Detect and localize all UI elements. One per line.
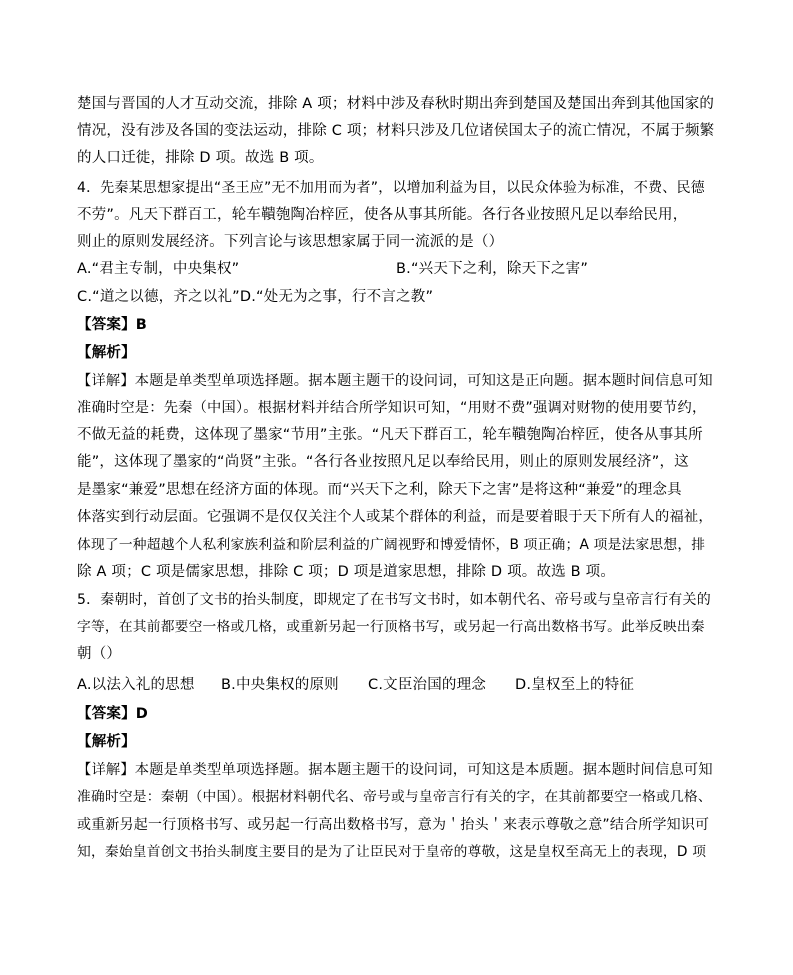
prev-explanation-line-2: 情况，没有涉及各国的变法运动，排除 C 项；材料只涉及几位诸侯国太子的流亡情况，不属于频繁 xyxy=(77,123,715,139)
q5-detail-line-2: 准确时空是：秦朝（中国）。根据材料朝代名、帝号或与皇帝言行有关的字，在其前都要空一格或几格、 xyxy=(77,789,712,805)
q5-option-a: A.以法入礼的思想 xyxy=(77,677,195,693)
q5-stem-line-3: 朝（） xyxy=(77,646,122,662)
q4-stem-line-3: 则止的原则发展经济。下列言论与该思想家属于同一流派的是（） xyxy=(77,234,504,250)
q5-answer: 【答案】D xyxy=(77,706,149,722)
q4-detail-line-7: 体现了一种超越个人私利家族利益和阶层利益的广阔视野和博爱情怀，B 项正确；A 项是法家思想，排 xyxy=(77,537,706,553)
prev-explanation-line-1: 楚国与晋国的人才互动交流，排除 A 项；材料中涉及春秋时期出奔到楚国及楚国出奔到其他国家的 xyxy=(77,96,715,112)
q4-option-c-d: C.“道之以德，齐之以礼”D.“处无为之事，行不言之教” xyxy=(77,289,434,305)
q5-detail-line-3: 或重新另起一行顶格书写、或另起一行高出数格书写，意为＇抬头＇来表示尊敬之意”结合所学知识可 xyxy=(77,817,710,833)
q4-answer: 【答案】B xyxy=(77,317,148,333)
q4-option-b: B.“兴天下之利，除天下之害” xyxy=(396,261,589,277)
q4-detail-line-5: 是墨家“兼爱”思想在经济方面的体现。而“兴天下之利，除天下之害”是将这种“兼爱”的理念具 xyxy=(77,482,682,498)
q5-option-b: B.中央集权的原则 xyxy=(221,677,339,693)
q4-stem-line-1: 4．先秦某思想家提出“圣王应”无不加用而为者”，以增加利益为目，以民众体验为标准，不费、民德 xyxy=(77,180,705,196)
q4-detail-line-3: 不做无益的耗费，这体现了墨家“节用”主张。“凡天下群百工，轮车鞼匏陶冶梓匠，使各从事其所 xyxy=(77,427,703,443)
q4-detail-line-6: 体落实到行动层面。它强调不是仅仅关注个人或某个群体的利益，而是要着眼于天下所有人的福祉， xyxy=(77,509,713,525)
q4-detail-line-2: 准确时空是：先秦（中国）。根据材料并结合所学知识可知，“用财不费”强调对财物的使用要节约， xyxy=(77,400,707,416)
q4-option-a: A.“君主专制，中央集权” xyxy=(77,261,240,277)
q5-analysis-label: 【解析】 xyxy=(77,734,136,750)
q4-detail-line-8: 除 A 项；C 项是儒家思想，排除 C 项；D 项是道家思想，排除 D 项。故选 B 项。 xyxy=(77,564,616,580)
q5-stem-line-1: 5．秦朝时，首创了文书的抬头制度，即规定了在书写文书时，如本朝代名、帝号或与皇帝言行有关的 xyxy=(77,592,711,608)
q4-detail-line-4: 能”，这体现了墨家的“尚贤”主张。“各行各业按照凡足以奉给民用，则止的原则发展经济”，这 xyxy=(77,454,689,470)
q4-analysis-label: 【解析】 xyxy=(77,345,136,361)
q5-detail-line-1: 【详解】本题是单类型单项选择题。据本题主题干的设问词，可知这是本质题。据本题时间信息可知 xyxy=(77,762,713,778)
q4-stem-line-2: 不劳”。凡天下群百工，轮车鞼匏陶冶梓匠，使各从事其所能。各行各业按照凡足以奉给民用， xyxy=(77,207,688,223)
q5-detail-line-4: 知，秦始皇首创文书抬头制度主要目的是为了让臣民对于皇帝的尊敬，这是皇权至高无上的表现，D 项 xyxy=(77,844,707,860)
prev-explanation-line-3: 的人口迁徙，排除 D 项。故选 B 项。 xyxy=(77,150,324,166)
q5-option-c: C.文臣治国的理念 xyxy=(368,677,487,693)
q5-option-d: D.皇权至上的特征 xyxy=(515,677,635,693)
q5-stem-line-2: 字等，在其前都要空一格或几格，或重新另起一行顶格书写，或另起一行高出数格书写。此举反映出秦 xyxy=(77,619,705,635)
q4-detail-line-1: 【详解】本题是单类型单项选择题。据本题主题干的设问词，可知这是正向题。据本题时间信息可知 xyxy=(77,373,713,389)
